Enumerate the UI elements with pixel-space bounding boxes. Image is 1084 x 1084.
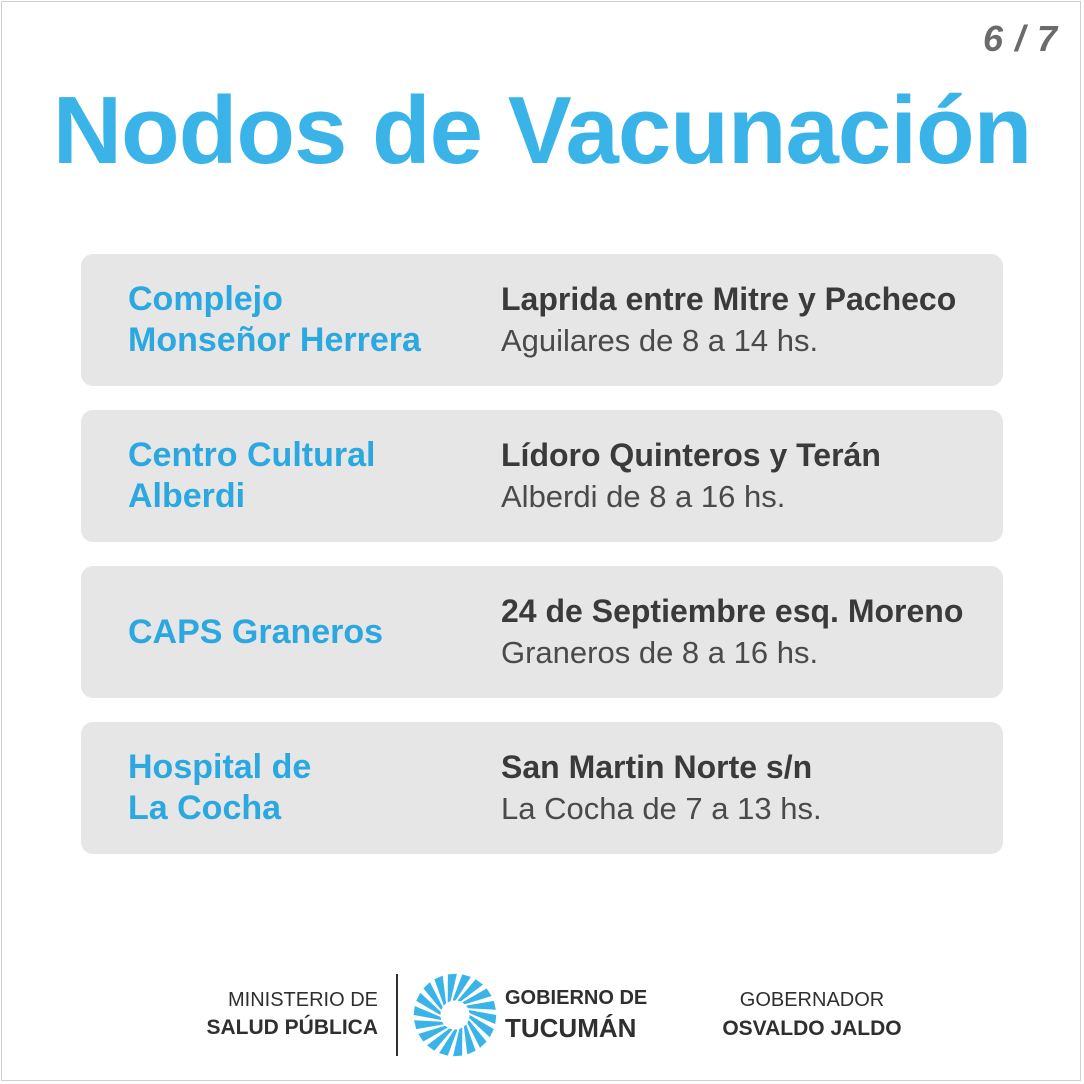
node-name: Hospital de La Cocha xyxy=(128,748,312,827)
node-card xyxy=(81,254,1003,386)
governor-text xyxy=(712,986,912,1044)
vaccination-nodes-list xyxy=(81,254,1003,878)
tucuman-sun-logo-icon xyxy=(412,972,498,1058)
node-card xyxy=(81,566,1003,698)
ministry-line2: SALUD PÚBLICA xyxy=(206,1016,378,1039)
government-logo-text xyxy=(505,984,647,1044)
node-hours: Alberdi de 8 a 16 hs. xyxy=(501,479,786,514)
governor-line1: GOBERNADOR xyxy=(739,989,885,1011)
governor-line2: OSVALDO JALDO xyxy=(722,1017,902,1040)
node-hours: Aguilares de 8 a 14 hs. xyxy=(501,323,819,358)
ministry-logo-text xyxy=(207,986,379,1042)
page-number: 6 / 7 xyxy=(982,18,1058,59)
node-address: San Martin Norte s/n xyxy=(501,749,813,785)
node-name: CAPS Graneros xyxy=(128,612,384,651)
node-info xyxy=(501,254,991,386)
node-card xyxy=(81,410,1003,542)
node-address: Laprida entre Mitre y Pacheco xyxy=(501,281,957,317)
node-name: Complejo Monseñor Herrera xyxy=(128,280,421,359)
node-info xyxy=(501,722,991,854)
node-info xyxy=(501,566,991,698)
node-name: Centro Cultural Alberdi xyxy=(128,436,376,515)
government-line2: TUCUMÁN xyxy=(505,1013,637,1043)
page-title: Nodos de Vacunación xyxy=(52,77,1032,184)
node-hours: Graneros de 8 a 16 hs. xyxy=(501,635,819,670)
node-hours: La Cocha de 7 a 13 hs. xyxy=(501,791,822,826)
node-address: 24 de Septiembre esq. Moreno xyxy=(501,593,964,629)
footer-divider xyxy=(396,974,398,1056)
government-line1: GOBIERNO DE xyxy=(505,987,648,1009)
node-card xyxy=(81,722,1003,854)
footer xyxy=(0,970,1084,1060)
ministry-line1: MINISTERIO DE xyxy=(227,989,378,1011)
node-address: Lídoro Quinteros y Terán xyxy=(501,437,881,473)
node-info xyxy=(501,410,991,542)
